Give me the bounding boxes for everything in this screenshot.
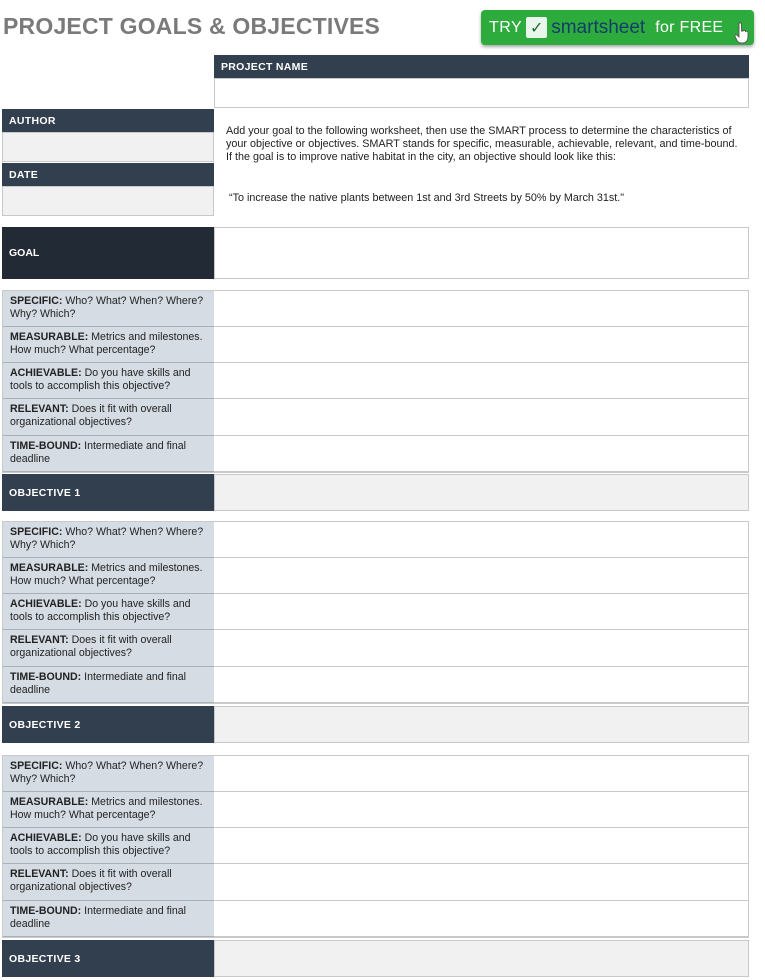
example-objective: “To increase the native plants between 1st and 3rd Streets by 50% by March 31st."	[229, 192, 625, 204]
achievable-desc: Do you have skills and tools to accomplish this objective?	[10, 598, 191, 623]
timebound-label	[3, 436, 214, 472]
pointer-hand-icon	[734, 22, 750, 44]
relevant-label	[3, 630, 214, 667]
relevant-field-3[interactable]	[214, 864, 749, 901]
page-title: PROJECT GOALS & OBJECTIVES	[3, 13, 381, 39]
relevant-label	[3, 864, 214, 901]
date-label: DATE	[2, 163, 214, 186]
goal-field[interactable]	[214, 227, 749, 279]
achievable-field-3[interactable]	[214, 828, 749, 864]
achievable-desc: Do you have skills and tools to accomplish this objective?	[10, 832, 191, 857]
project-name-label: PROJECT NAME	[214, 55, 749, 78]
achievable-label	[3, 594, 214, 630]
objective-2-field[interactable]	[214, 706, 749, 743]
relevant-term: RELEVANT:	[10, 634, 69, 646]
specific-label	[3, 756, 214, 792]
achievable-label	[3, 363, 214, 399]
try-smartsheet-button[interactable]	[481, 10, 754, 45]
timebound-desc: Intermediate and final deadline	[10, 905, 187, 930]
achievable-field-1[interactable]	[214, 363, 749, 399]
timebound-label	[3, 901, 214, 937]
specific-field-2[interactable]	[214, 522, 749, 558]
measurable-term: MEASURABLE:	[10, 562, 89, 574]
relevant-field-1[interactable]	[214, 399, 749, 436]
relevant-field-2[interactable]	[214, 630, 749, 667]
relevant-desc: Does it fit with overall organizational objectives?	[10, 403, 172, 428]
objective-1-label: OBJECTIVE 1	[2, 474, 214, 511]
measurable-term: MEASURABLE:	[10, 796, 89, 808]
specific-label	[3, 522, 214, 558]
specific-desc: Who? What? When? Where? Why? Which?	[10, 526, 204, 551]
relevant-desc: Does it fit with overall organizational objectives?	[10, 868, 172, 893]
relevant-label	[3, 399, 214, 436]
measurable-desc: Metrics and milestones. How much? What percentage?	[10, 331, 203, 356]
specific-term: SPECIFIC:	[10, 526, 63, 538]
specific-desc: Who? What? When? Where? Why? Which?	[10, 760, 204, 785]
achievable-term: ACHIEVABLE:	[10, 832, 82, 844]
timebound-field-1[interactable]	[214, 436, 749, 472]
measurable-label	[3, 792, 214, 828]
timebound-field-2[interactable]	[214, 667, 749, 703]
achievable-desc: Do you have skills and tools to accomplish this objective?	[10, 367, 191, 392]
cta-try-label: TRY	[489, 18, 523, 36]
achievable-term: ACHIEVABLE:	[10, 367, 82, 379]
measurable-field-3[interactable]	[214, 792, 749, 828]
timebound-desc: Intermediate and final deadline	[10, 440, 187, 465]
date-field[interactable]	[2, 186, 214, 216]
timebound-label	[3, 667, 214, 703]
specific-desc: Who? What? When? Where? Why? Which?	[10, 295, 204, 320]
measurable-field-2[interactable]	[214, 558, 749, 594]
author-field[interactable]	[2, 132, 214, 162]
checkmark-icon: ✓	[526, 17, 547, 38]
timebound-term: TIME-BOUND:	[10, 671, 82, 683]
specific-term: SPECIFIC:	[10, 295, 63, 307]
timebound-term: TIME-BOUND:	[10, 440, 82, 452]
specific-term: SPECIFIC:	[10, 760, 63, 772]
specific-field-3[interactable]	[214, 756, 749, 792]
measurable-term: MEASURABLE:	[10, 331, 89, 343]
cta-free-label: for FREE	[655, 18, 724, 36]
measurable-desc: Metrics and milestones. How much? What percentage?	[10, 562, 203, 587]
objective-3-field[interactable]	[214, 940, 749, 977]
measurable-label	[3, 558, 214, 594]
measurable-field-1[interactable]	[214, 327, 749, 363]
specific-label	[3, 291, 214, 327]
relevant-term: RELEVANT:	[10, 403, 69, 415]
project-name-field[interactable]	[214, 78, 749, 108]
objective-2-label: OBJECTIVE 2	[2, 706, 214, 743]
timebound-field-3[interactable]	[214, 901, 749, 937]
author-label: AUTHOR	[2, 109, 214, 132]
objective-1-field[interactable]	[214, 474, 749, 511]
instructions-text: Add your goal to the following worksheet, then use the SMART process to determine the characteristics of your objective or objectives. SMART stands for specific, measurable, achievable, relevant, and time-bound. If the goal is to improve native habitat in the city, an objective should look like this:	[226, 125, 738, 163]
measurable-label	[3, 327, 214, 363]
objective-3-label: OBJECTIVE 3	[2, 940, 214, 977]
achievable-term: ACHIEVABLE:	[10, 598, 82, 610]
timebound-term: TIME-BOUND:	[10, 905, 82, 917]
timebound-desc: Intermediate and final deadline	[10, 671, 187, 696]
achievable-label	[3, 828, 214, 864]
specific-field-1[interactable]	[214, 291, 749, 327]
achievable-field-2[interactable]	[214, 594, 749, 630]
relevant-desc: Does it fit with overall organizational objectives?	[10, 634, 172, 659]
relevant-term: RELEVANT:	[10, 868, 69, 880]
goal-label: GOAL	[2, 227, 214, 279]
smartsheet-logo-text: smartsheet	[551, 16, 646, 38]
measurable-desc: Metrics and milestones. How much? What percentage?	[10, 796, 203, 821]
